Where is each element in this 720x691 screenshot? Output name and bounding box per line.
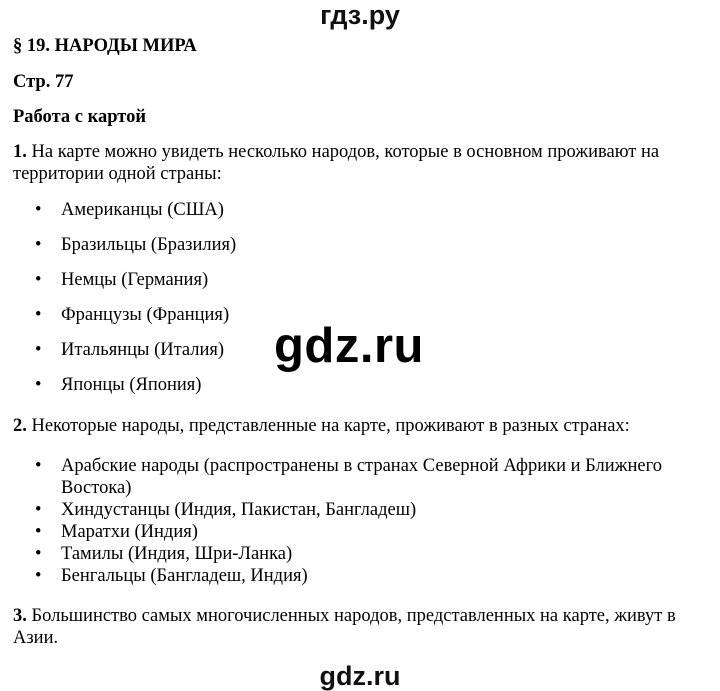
- question-3: [13, 605, 708, 649]
- bullet-icon: •: [35, 566, 42, 586]
- bullet-icon: •: [35, 305, 42, 325]
- site-footer-logo[interactable]: gdz.ru: [319, 661, 401, 691]
- bullet-icon: •: [35, 200, 42, 220]
- list-item: [13, 374, 236, 409]
- section-heading: Работа с картой: [13, 107, 147, 127]
- bullet-icon: •: [35, 375, 42, 395]
- bullet-icon: •: [35, 340, 42, 360]
- page-number: Стр. 77: [13, 72, 74, 92]
- list-item-text: Бенгальцы (Бангладеш, Индия): [61, 566, 308, 586]
- list-item: [13, 565, 703, 587]
- site-header-logo[interactable]: гдз.ру: [320, 0, 400, 30]
- list-item-text: Бразильцы (Бразилия): [61, 235, 237, 255]
- list-item: [13, 234, 236, 269]
- multi-country-peoples-list: [13, 455, 703, 587]
- question-1-text: На карте можно увидеть несколько народов, которые в основном проживают на территории одной страны:: [13, 142, 660, 184]
- single-country-peoples-list: [13, 199, 236, 409]
- question-2: [13, 415, 703, 437]
- bullet-icon: •: [35, 270, 42, 290]
- list-item-text: Японцы (Япония): [61, 375, 202, 395]
- bullet-icon: •: [35, 235, 42, 255]
- watermark: gdz.ru: [274, 319, 424, 373]
- bullet-icon: •: [35, 544, 42, 564]
- question-1-number: 1.: [13, 142, 27, 162]
- list-item-text: Немцы (Германия): [61, 270, 209, 290]
- list-item: [13, 199, 236, 234]
- question-1: [13, 141, 703, 185]
- list-item-text: Хиндустанцы (Индия, Пакистан, Бангладеш): [61, 500, 417, 520]
- question-3-number: 3.: [13, 606, 27, 626]
- list-item-text: Французы (Франция): [61, 305, 230, 325]
- bullet-icon: •: [35, 456, 42, 476]
- bullet-icon: •: [35, 522, 42, 542]
- list-item-text: Итальянцы (Италия): [61, 340, 225, 360]
- list-item: [13, 543, 703, 565]
- list-item: [13, 304, 236, 339]
- question-2-text: Некоторые народы, представленные на карте, проживают в разных странах:: [26, 416, 630, 436]
- bullet-icon: •: [35, 500, 42, 520]
- list-item-text: Тамилы (Индия, Шри-Ланка): [61, 544, 293, 564]
- list-item: [13, 269, 236, 304]
- question-2-number: 2.: [13, 416, 27, 436]
- list-item: [13, 499, 703, 521]
- list-item: [13, 455, 703, 499]
- list-item: [13, 521, 703, 543]
- list-item-text: Арабские народы (распространены в странах Северной Африки и Ближнего Востока): [61, 456, 662, 498]
- list-item: [13, 339, 236, 374]
- list-item-text: Американцы (США): [61, 200, 224, 220]
- question-3-text: Большинство самых многочисленных народов, представленных на карте, живут в Азии.: [13, 606, 676, 648]
- list-item-text: Маратхи (Индия): [61, 522, 198, 542]
- paragraph-title: § 19. НАРОДЫ МИРА: [13, 36, 197, 56]
